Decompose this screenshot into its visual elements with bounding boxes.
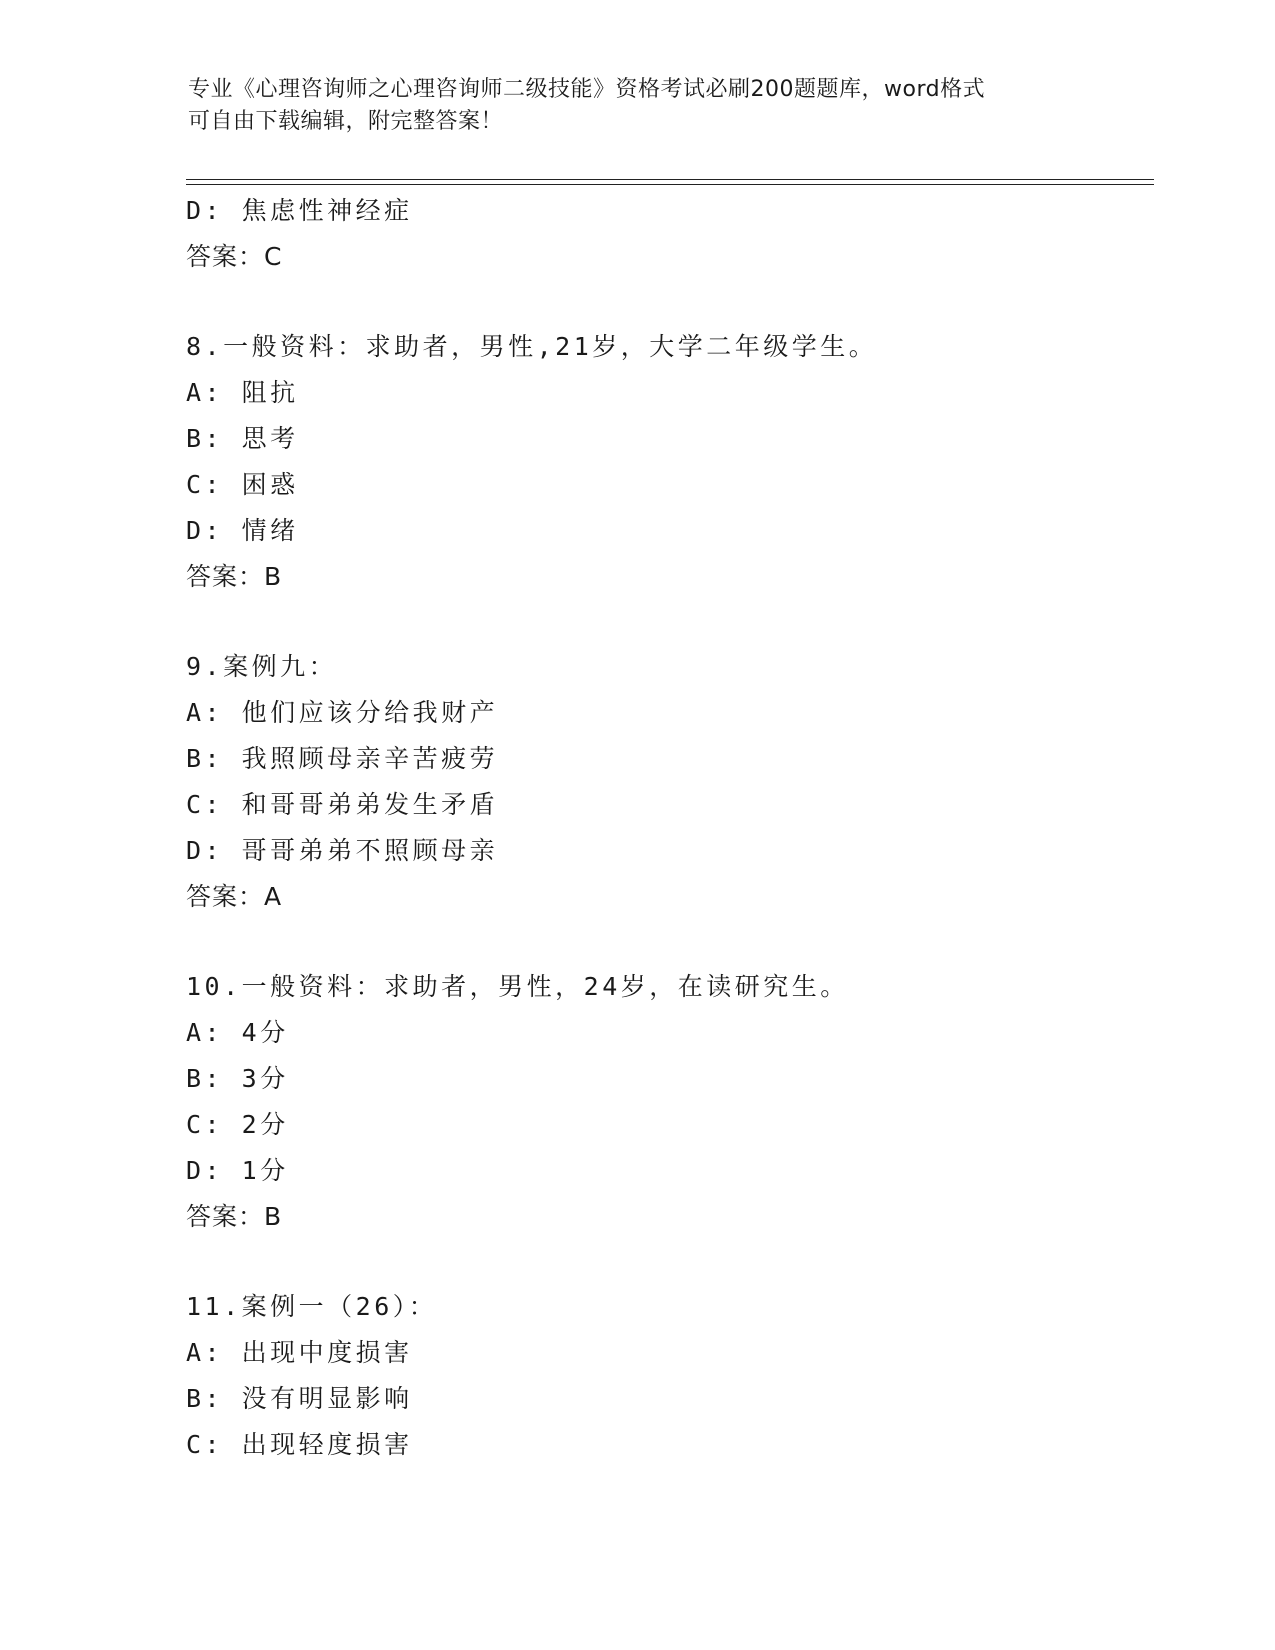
question-8 [186, 324, 1146, 600]
option-c: C: 困惑 [186, 470, 299, 499]
answer: 答案：C [186, 242, 283, 271]
option-c: C: 2分 [186, 1110, 289, 1139]
option-a: A: 阻抗 [186, 378, 299, 407]
question-list [186, 188, 1146, 1468]
option-b: B: 3分 [186, 1064, 289, 1093]
header-rule-bottom [186, 184, 1154, 185]
option-d: D: 1分 [186, 1156, 289, 1185]
document-header [188, 74, 1088, 138]
answer: 答案：B [186, 1202, 283, 1231]
header-rule-top [186, 179, 1154, 180]
option-a: A: 出现中度损害 [186, 1338, 413, 1367]
option-d: D: 焦虑性神经症 [186, 196, 413, 225]
option-c: C: 出现轻度损害 [186, 1430, 413, 1459]
option-c: C: 和哥哥弟弟发生矛盾 [186, 790, 499, 819]
option-a: A: 4分 [186, 1018, 289, 1047]
option-d: D: 哥哥弟弟不照顾母亲 [186, 836, 499, 865]
option-a: A: 他们应该分给我财产 [186, 698, 499, 727]
question-stem: 11.案例一（26）： [186, 1292, 438, 1321]
answer: 答案：A [186, 882, 283, 911]
option-b: B: 没有明显影响 [186, 1384, 413, 1413]
question-10 [186, 964, 1146, 1240]
option-d: D: 情绪 [186, 516, 299, 545]
question-11 [186, 1284, 1146, 1468]
question-stem: 9.案例九： [186, 652, 338, 681]
option-b: B: 思考 [186, 424, 299, 453]
header-line-1: 专业《心理咨询师之心理咨询师二级技能》资格考试必刷200题题库，word格式 [188, 77, 986, 102]
answer: 答案：B [186, 562, 283, 591]
question-9 [186, 644, 1146, 920]
header-line-2: 可自由下载编辑，附完整答案！ [188, 109, 504, 134]
question-stem: 10.一般资料：求助者，男性，24岁，在读研究生。 [186, 972, 849, 1001]
option-b: B: 我照顾母亲辛苦疲劳 [186, 744, 499, 773]
question-stem: 8.一般资料：求助者，男性,21岁，大学二年级学生。 [186, 332, 878, 361]
